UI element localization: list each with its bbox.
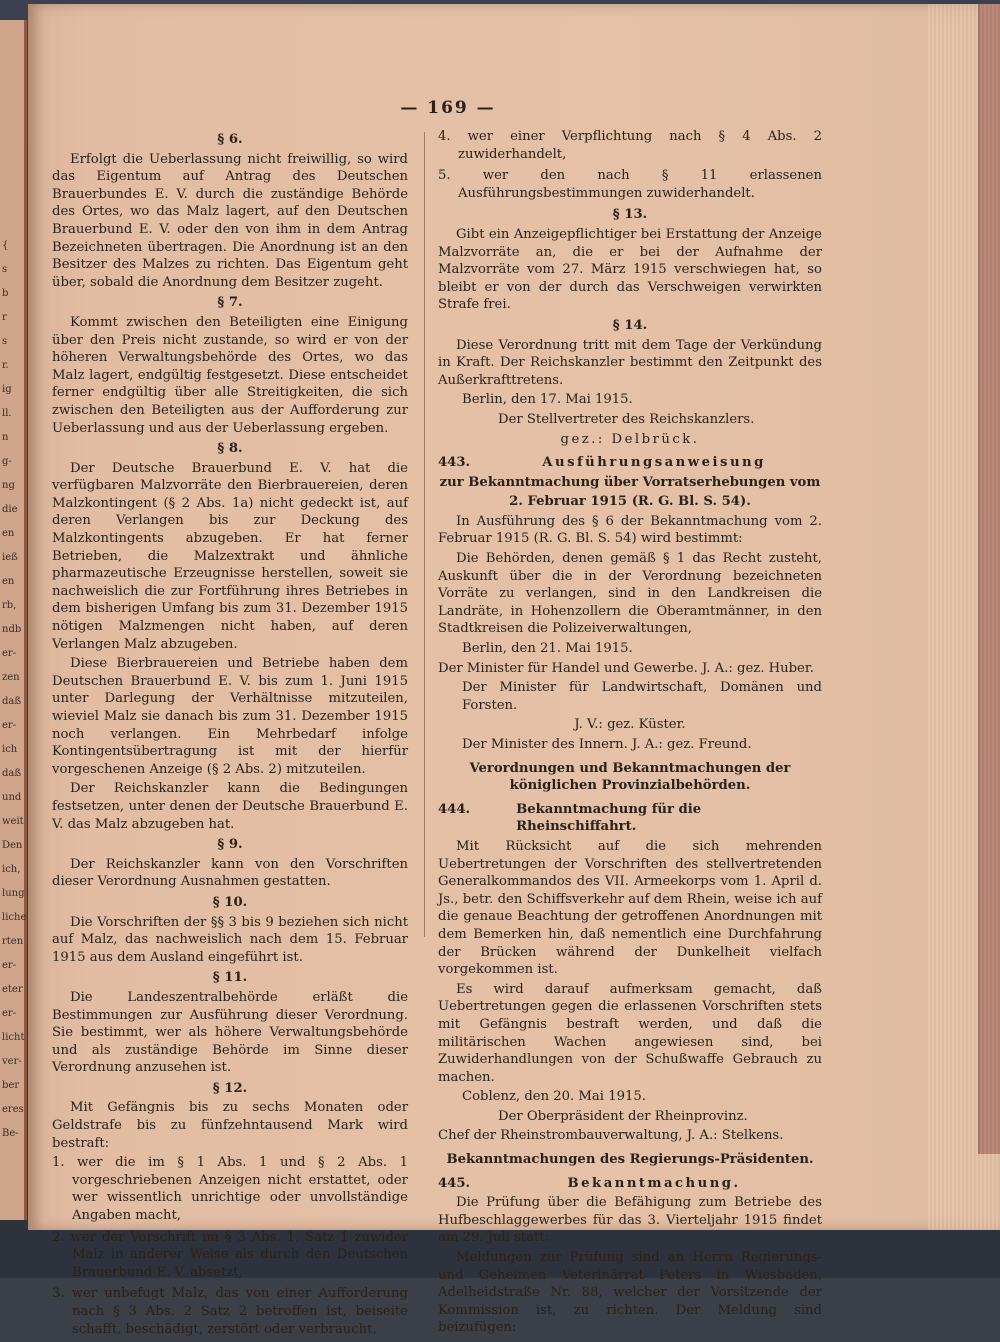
signature-line: Der Oberpräsident der Rheinprovinz. <box>498 1108 748 1124</box>
section-heading: § 12. <box>212 1080 248 1096</box>
margin-fragment: s <box>2 264 8 275</box>
paragraph: Mit Gefängnis bis zu sechs Monaten oder Geldstrafe bis zu fünfzehntausend Mark wird bestraft: <box>52 1100 408 1151</box>
margin-fragment: eter <box>2 984 23 995</box>
paragraph: Gibt ein Anzeigepflichtiger bei Erstattung der Anzeige Malzvorräte an, die er bei der Aufnahme der Malzvorräte vom 27. März 1915 verschwiegen hat, so bleibt er von der durch das Verschweigen verwirkten Strafe frei. <box>438 226 822 313</box>
margin-fragment: ich <box>2 744 18 755</box>
margin-fragment: en <box>2 528 15 539</box>
margin-fragment: er- <box>2 1008 17 1019</box>
paragraph: In Ausführung des § 6 der Bekanntmachung vom 2. Februar 1915 (R. G. Bl. S. 54) wird bestimmt: <box>438 513 822 547</box>
margin-fragment: rten <box>2 936 24 947</box>
margin-fragment: er- <box>2 960 17 971</box>
paragraph: Die Vorschriften der §§ 3 bis 9 beziehen sich nicht auf Malz, das nachweislich nach dem 15. Februar 1915 aus dem Ausland eingeführt ist. <box>52 914 408 965</box>
paragraph: Der Deutsche Brauerbund E. V. hat die verfügbaren Malzvorräte den Bierbrauereien, deren Malzkontingent (§ 2 Abs. 1a) nicht gedeckt ist, auf deren Verlangen bis zur Deckung des Malzkontingents abzugeben. Er hat ferner Betrieben, die Malzextrakt und ähnliche pharmazeutische Erzeugnisse herstellen, soweit sie nachweislich die zur Fortführung ihres Betriebes in dem bisherigen Umfang bis zum 31. Dezember 1915 nötigen Malzmengen nicht haben, auf deren Verlangen Malz abzugeben. <box>52 460 408 652</box>
signature-role: Der Stellvertreter des Reichskanzlers. <box>498 411 755 427</box>
previous-page-edge <box>0 20 27 1220</box>
list-item: 5. wer den nach § 11 erlassenen Ausführungsbestimmungen zuwiderhandelt. <box>438 168 822 201</box>
margin-fragment: g- <box>2 456 12 467</box>
section-title-provincial: Verordnungen und Bekanntmachungen der königlichen Provinzialbehörden. <box>469 760 791 794</box>
notice-header-443 <box>438 454 822 472</box>
signature-place-date: Berlin, den 17. Mai 1915. <box>462 392 633 408</box>
margin-fragment: rb, <box>2 600 17 611</box>
margin-fragment: liche <box>2 912 27 923</box>
margin-fragment: daß <box>2 768 22 779</box>
notice-number: 445. <box>438 1175 471 1191</box>
left-column <box>52 128 408 1342</box>
margin-fragment: r. <box>2 360 9 371</box>
section-heading: § 6. <box>217 132 243 147</box>
notice-number: 443. <box>438 455 471 471</box>
section-heading: § 10. <box>212 894 248 910</box>
margin-fragment: er- <box>2 720 17 731</box>
section-heading: § 8. <box>217 441 243 457</box>
notice-subtitle: 2. Februar 1915 (R. G. Bl. S. 54). <box>509 494 751 510</box>
margin-fragment: er- <box>2 648 17 659</box>
section-heading: § 14. <box>612 317 648 333</box>
signature-line: Der Minister des Innern. J. A.: gez. Freund. <box>462 737 752 752</box>
signature-place-date: Berlin, den 21. Mai 1915. <box>462 641 633 657</box>
paragraph: Mit Rücksicht auf die sich mehrenden Uebertretungen der Vorschriften des stellvertretenden Generalkommandos des VII. Armeekorps vom 1. April d. Js., betr. den Schiffsverkehr auf dem Rhein, weise ich auf die genaue Beachtung der getroffenen Anordnungen mit dem Bemerken hin, daß nementlich eine Durchfahrung der Brücken während der Dunkelheit vielfach vorgekommen ist. <box>438 838 822 978</box>
margin-fragment: ber <box>2 1080 20 1091</box>
signature-name: gez.: Delbrück. <box>560 431 700 447</box>
margin-fragment: eres <box>2 1104 24 1115</box>
margin-fragment: n <box>2 432 9 443</box>
notice-header-444 <box>438 801 822 836</box>
margin-fragment: ll. <box>2 408 12 419</box>
list-item: 4. wer einer Verpflichtung nach § 4 Abs. 2 zuwiderhandelt, <box>438 129 822 162</box>
margin-fragment: Den <box>2 840 23 851</box>
margin-fragment: weit <box>2 816 24 827</box>
paragraph: Kommt zwischen den Beteiligten eine Einigung über den Preis nicht zustande, so wird er von der höheren Verwaltungsbehörde des Ortes, wo das Malz lagert, endgültig festgesetzt. Diese entscheidet ferner endgültig über alle Streitigkeiten, die sich zwischen den Beteiligten aus der Aufforderung zur Ueberlassung und aus der Ueberlassung ergeben. <box>52 314 408 436</box>
margin-fragment: Be- <box>2 1128 19 1139</box>
section-heading: § 11. <box>212 970 248 986</box>
page-number: — 169 — <box>400 98 496 118</box>
margin-fragment: b <box>2 288 9 299</box>
margin-fragment: lung <box>2 888 25 899</box>
section-heading: § 9. <box>217 837 243 853</box>
margin-fragment: s <box>2 336 8 347</box>
column-divider <box>424 132 425 937</box>
signature-line: Chef der Rheinstrombauverwaltung, J. A.: Stelkens. <box>438 1128 784 1144</box>
signature-place-date: Coblenz, den 20. Mai 1915. <box>462 1089 646 1105</box>
notice-title: Bekanntmachung. <box>567 1175 741 1191</box>
margin-fragment: ich, <box>2 864 21 875</box>
paragraph: Diese Verordnung tritt mit dem Tage der Verkündung in Kraft. Der Reichskanzler bestimmt den Zeitpunkt des Außerkrafttretens. <box>438 337 822 388</box>
paragraph: Die Prüfung über die Befähigung zum Betriebe des Hufbeschlaggewerbes für das 3. Vierteljahr 1915 findet am 29. Juli statt: <box>438 1195 822 1246</box>
notice-title: Bekanntmachung für die Rheinschiffahrt. <box>516 801 702 835</box>
signature-line: Der Minister für Handel und Gewerbe. J. A.: gez. Huber. <box>438 660 814 676</box>
margin-fragment: und <box>2 792 22 803</box>
notice-header-445 <box>438 1175 822 1193</box>
list-item: 3. wer unbefugt Malz, das von einer Aufforderung nach § 3 Abs. 2 Satz 2 betroffen ist, beiseite schafft, beschädigt, zerstört oder verbraucht, <box>52 1286 408 1337</box>
list-item: 2. wer der Vorschrift im § 3 Abs. 1, Satz 1 zuwider Malz in anderer Weise als durch den Deutschen Brauerbund E. V. absetzt, <box>52 1229 408 1280</box>
margin-fragment: ng <box>2 480 15 491</box>
signature-line: J. V.: gez. Küster. <box>574 717 686 733</box>
section-title-regierung: Bekanntmachungen des Regierungs-Präsidenten. <box>446 1152 814 1168</box>
paragraph: Diese Bierbrauereien und Betriebe haben dem Deutschen Brauerbund E. V. bis zum 1. Juni 1915 unter Darlegung der Verhältnisse mitzuteilen, wieviel Malz sie danach bis zum 31. Dezember 1915 noch verlangen. Ein Mehrbedarf infolge Kontingentsübertragung ist mit der hierfür vorgeschenen Anzeige (§ 2 Abs. 2) mitzuteilen. <box>52 656 408 777</box>
list-item: 1. wer die im § 1 Abs. 1 und § 2 Abs. 1 vorgeschriebenen Anzeigen nicht erstattet, oder wer wissentlich unrichtige oder unvollständige Angaben macht, <box>52 1155 408 1224</box>
margin-fragment: die <box>2 504 18 515</box>
margin-fragment: ndb <box>2 624 22 635</box>
notice-number: 444. <box>438 801 471 817</box>
margin-fragment: ieß <box>2 552 18 563</box>
paragraph: Der Reichskanzler kann von den Vorschriften dieser Verordnung Ausnahmen gestatten. <box>52 856 408 890</box>
margin-fragment: ig <box>2 384 12 395</box>
paragraph: Die Behörden, denen gemäß § 1 das Recht zusteht, Auskunft über die in der Verordnung bezeichneten Vorräte zu verlangen, sind in den Landkreisen die Landräte, in Hohenzollern die Oberamtmänner, in den Stadtkreisen die Polizeiverwaltungen, <box>438 551 822 637</box>
paragraph: Meldungen zur Prüfung sind an Herrn Regierungs- und Geheimen Veterinärrat Peters in Wiesbaden, Adelheidstraße Nr. 88, welcher der Vorsitzende der Kommission ist, zu richten. Der Meldung sind beizufügen: <box>438 1250 822 1336</box>
margin-fragment: zen <box>2 672 20 683</box>
right-column <box>438 128 822 1339</box>
margin-fragment: r <box>2 312 7 323</box>
notice-title: Ausführungsanweisung <box>542 455 766 471</box>
section-heading: § 13. <box>612 207 648 223</box>
paragraph: Erfolgt die Ueberlassung nicht freiwillig, so wird das Eigentum auf Antrag des Deutschen Brauerbundes E. V. durch die zuständige Behörde des Ortes, wo das Malz lagert, auf den Deutschen Brauerbund E. V. oder den von ihm in dem Antrag Bezeichneten übertragen. Die Anordnung ist an den Besitzer des Malzes zu richten. Das Eigentum geht über, sobald die Anordnung dem Besitzer zugeht. <box>52 151 408 290</box>
signature-line: Der Minister für Landwirtschaft, Domänen und Forsten. <box>462 680 822 713</box>
page-right-edge <box>928 4 1000 1230</box>
margin-fragment: en <box>2 576 15 587</box>
margin-fragment: daß <box>2 696 22 707</box>
notice-subtitle: zur Bekanntmachung über Vorratserhebungen vom <box>439 474 821 490</box>
margin-fragment: licht <box>2 1032 25 1043</box>
margin-fragment: ver- <box>2 1056 22 1067</box>
margin-fragment: { <box>2 240 9 251</box>
section-heading: § 7. <box>217 295 243 311</box>
paragraph: Es wird darauf aufmerksam gemacht, daß Uebertretungen gegen die erlassenen Vorschriften stets mit Gefängnis bestraft werden, und daß die militärischen Wachen angewiesen sind, bei Zuwiderhandlungen von der Schußwaffe Gebrauch zu machen. <box>438 981 822 1085</box>
paragraph: Die Landeszentralbehörde erläßt die Bestimmungen zur Ausführung dieser Verordnung. Sie bestimmt, wer als höhere Verwaltungsbehörde und als zuständige Behörde im Sinne dieser Verordnung anzusehen ist. <box>52 989 408 1076</box>
paragraph: Der Reichskanzler kann die Bedingungen festsetzen, unter denen der Deutsche Brauerbund E. V. das Malz abzugeben hat. <box>52 781 408 832</box>
